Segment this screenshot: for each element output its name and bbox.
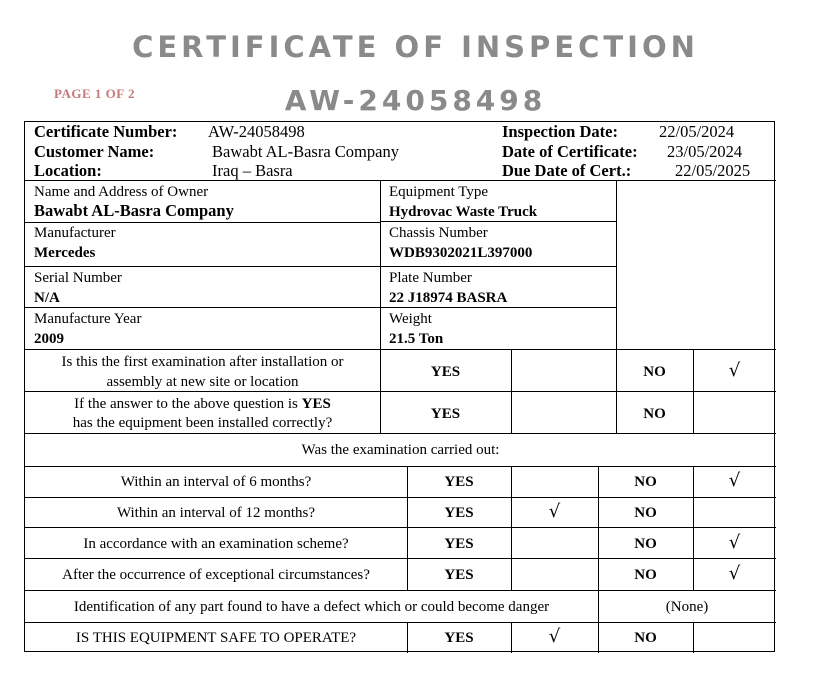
q1-line2: assembly at new site or location [106,374,299,390]
q2-yes: YES [430,406,461,422]
customer-value: Bawabt AL-Basra Company [212,142,399,161]
row-divider [25,527,776,528]
row-divider [25,180,776,181]
chassis-label: Chassis Number [389,225,488,241]
col-divider [693,622,694,653]
row-divider [25,222,380,223]
q2-line1-text: If the answer to the above question is [74,396,302,412]
due-date-value: 22/05/2025 [675,161,751,180]
equipment-type-label: Equipment Type [389,184,489,200]
weight-value: 21.5 Ton [389,331,444,347]
serial-value: N/A [34,290,60,306]
row-divider [25,466,776,467]
row-divider [25,590,776,591]
q5-text: In accordance with an examination scheme? [83,536,349,552]
chassis-value: WDB9302021L397000 [389,245,533,261]
row-divider [380,221,616,222]
q2-line2: has the equipment been installed correctly? [72,415,333,431]
location-label: Location: [34,161,102,180]
certificate-number-heading: AW-24058498 [284,84,547,117]
q2-line1-bold: YES [301,396,331,412]
due-date-label: Due Date of Cert.: [502,161,632,180]
plate-label: Plate Number [389,270,472,286]
q8-no: NO [634,630,657,646]
row-divider [25,497,776,498]
page-label: PAGE 1 OF 2 [54,86,135,101]
col-divider [380,180,381,349]
date-of-cert-label: Date of Certificate: [502,142,638,161]
plate-value: 22 J18974 BASRA [389,290,508,306]
location-value: Iraq – Basra [212,161,293,180]
row-divider [25,266,616,267]
q1-yes: YES [430,364,461,380]
col-divider [616,180,617,349]
row-divider [25,622,776,623]
q4-yes-check: √ [548,501,561,522]
owner-label: Name and Address of Owner [34,184,209,200]
customer-label: Customer Name: [34,142,155,161]
owner-value: Bawabt AL-Basra Company [34,201,234,220]
q6-text: After the occurrence of exceptional circumstances? [62,567,370,583]
year-value: 2009 [34,331,64,347]
q4-no: NO [634,505,657,521]
q8-text: IS THIS EQUIPMENT SAFE TO OPERATE? [75,630,357,646]
cert-number-label: Certificate Number: [34,122,178,141]
inspection-date-label: Inspection Date: [502,122,618,141]
q3-text: Within an interval of 6 months? [120,474,312,490]
col-divider [511,466,512,590]
q3-yes: YES [444,474,474,490]
q7-text: Identification of any part found to have a defect which or could become danger [73,599,550,615]
q8-yes-check: √ [548,626,561,647]
q3-no-check: √ [728,470,741,491]
exam-header: Was the examination carried out: [301,442,500,458]
q5-no: NO [634,536,657,552]
row-divider [25,558,776,559]
cert-number-value: AW-24058498 [208,122,305,141]
q1-line1: Is this the first examination after installation or [61,354,344,370]
q2-line1 [25,395,380,413]
inspection-date-value: 22/05/2024 [659,122,735,141]
inspection-table [24,121,775,652]
row-divider [25,433,776,434]
q1-no-check: √ [728,360,741,381]
q1-no: NO [643,364,666,380]
q6-no-check: √ [728,563,741,584]
equipment-type-value: Hydrovac Waste Truck [389,204,538,220]
weight-label: Weight [389,311,432,327]
serial-label: Serial Number [34,270,122,286]
q6-yes: YES [444,567,474,583]
row-divider [25,391,776,392]
col-divider [511,349,512,433]
row-divider [25,307,616,308]
row-divider [25,349,776,350]
q4-yes: YES [444,505,474,521]
q4-text: Within an interval of 12 months? [116,505,316,521]
q8-yes: YES [444,630,474,646]
date-of-cert-value: 23/05/2024 [667,142,743,161]
q5-yes: YES [444,536,474,552]
q6-no: NO [634,567,657,583]
manufacturer-label: Manufacturer [34,225,116,241]
manufacturer-value: Mercedes [34,245,96,261]
q3-no: NO [634,474,657,490]
q7-answer: (None) [665,599,709,615]
year-label: Manufacture Year [34,311,142,327]
q5-no-check: √ [728,532,741,553]
certificate-title: CERTIFICATE OF INSPECTION [132,30,699,64]
q2-no: NO [643,406,666,422]
